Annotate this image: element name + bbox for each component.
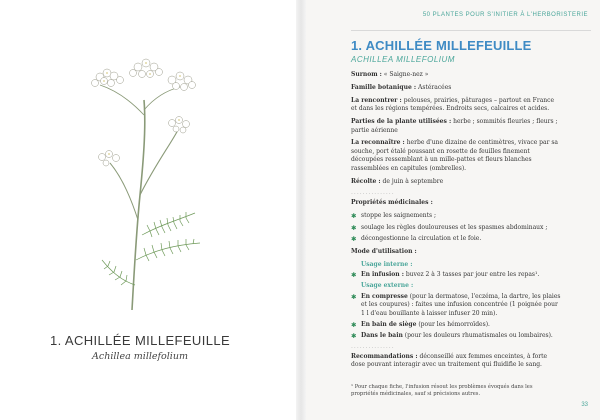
surnom-line: Surnom : « Saigne-nez » xyxy=(351,71,429,78)
header-divider xyxy=(351,30,591,31)
left-page-latin-name: Achillea millefolium xyxy=(92,351,188,362)
star-bullet-icon: ✱ xyxy=(351,235,357,244)
mode-heading: Mode d'utilisation : xyxy=(351,247,417,255)
star-bullet-icon: ✱ xyxy=(351,223,357,232)
left-page-title: 1. ACHILLÉE MILLEFEUILLE xyxy=(49,333,231,348)
plant-sheet-content xyxy=(351,71,561,374)
page-number: 33 xyxy=(581,402,588,408)
star-bullet-icon: ✱ xyxy=(351,320,357,329)
star-bullet-icon: ✱ xyxy=(351,212,357,221)
usage-interne-heading: Usage interne : xyxy=(361,260,413,268)
famille-line: Famille botanique : Astéracées xyxy=(351,83,452,91)
dotted-separator: ............... xyxy=(351,189,395,197)
latin-name: ACHILLEA MILLEFOLIUM xyxy=(351,55,455,64)
recolte-line: Récolte : de juin à septembre xyxy=(351,177,444,185)
infusion-item: ✱ En infusion : buvez 2 à 3 tasses par jour entre les repas¹. xyxy=(351,270,540,279)
yarrow-illustration xyxy=(60,45,230,310)
rencontrer-line: La rencontrer : pelouses, prairies, pâturages – partout en France et dans les régions tempérées. Endroits secs, calcaires et acides. xyxy=(351,96,555,113)
star-bullet-icon: ✱ xyxy=(351,292,357,301)
page-title: 1. ACHILLÉE MILLEFEUILLE xyxy=(351,38,532,53)
propriete-item: ✱ soulage les règles douloureuses et les spasmes abdominaux ; xyxy=(351,223,548,232)
recommandations-line: Recommandations : déconseillé aux femmes enceintes, à forte dose pouvant interagir avec un traitement qui fluidifie le sang. xyxy=(351,352,548,369)
proprietes-heading: Propriétés médicinales : xyxy=(351,199,433,207)
reconnaitre-line: La reconnaître : herbe d'une dizaine de centimètres, vivace par sa souche, port étalé poussant en rosette de feuilles finement découpées ressemblant à un mille-pattes et fleurs blanches rassemblées en capitules (ombrelles). xyxy=(351,139,558,172)
bain-siege-item: ✱ En bain de siège (pour les hémorroïdes). xyxy=(351,320,490,329)
star-bullet-icon: ✱ xyxy=(351,270,357,279)
propriete-item: ✱ stoppe les saignements ; xyxy=(351,212,437,221)
footnote: ¹ Pour chaque fiche, l'infusion résout les problèmes évoqués dans les propriétés médicinales, sauf si précisions autres. xyxy=(351,384,533,397)
running-head: 50 PLANTES POUR S'INITIER À L'HERBORISTERIE xyxy=(422,12,588,18)
bain-item: ✱ Dans le bain (pour les douleurs rhumatismales ou lombaires). xyxy=(351,332,553,341)
page-gutter xyxy=(296,0,306,420)
usage-externe-heading: Usage externe : xyxy=(361,282,414,290)
dotted-separator: ............... xyxy=(351,342,395,350)
propriete-item: ✱ décongestionne la circulation et le foie. xyxy=(351,235,482,244)
parties-line: Parties de la plante utilisées : herbe ; sommités fleuries ; fleurs ; partie aérienne xyxy=(351,118,558,134)
compresse-item: ✱ En compresse (pour la dermatose, l'eczéma, la dartre, les plaies et les coupures) : faites une infusion concentrée (1 poignée pour 1 l d'eau bouillante à laisser infuser 20 min). xyxy=(351,292,561,317)
star-bullet-icon: ✱ xyxy=(351,332,357,341)
